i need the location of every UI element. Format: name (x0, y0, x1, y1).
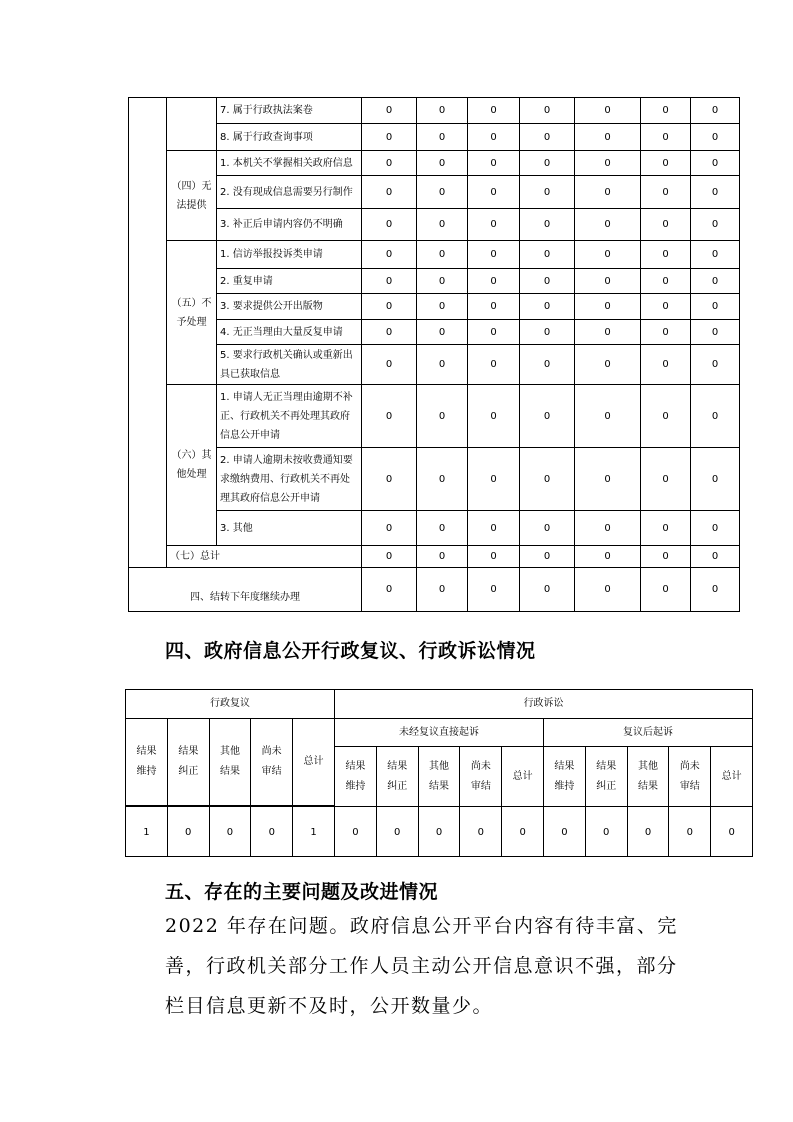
cell-value: 0 (520, 448, 575, 511)
column-header: 总计 (292, 719, 334, 806)
row-label: 8. 属于行政查询事项 (217, 124, 362, 151)
cell-value: 0 (468, 320, 520, 345)
cell-value: 0 (575, 448, 641, 511)
cell-value: 0 (691, 294, 740, 320)
cell-value: 0 (691, 151, 740, 176)
header-litigation: 行政诉讼 (335, 690, 753, 719)
cell-value: 0 (417, 151, 468, 176)
cell-value: 0 (575, 546, 641, 568)
cell-value: 0 (691, 511, 740, 546)
cell-value: 0 (575, 294, 641, 320)
cell-value: 0 (575, 151, 641, 176)
cell-value: 0 (691, 176, 740, 209)
cell-value: 0 (575, 241, 641, 269)
header-review: 行政复议 (126, 690, 335, 719)
carry-label: 四、结转下年度继续办理 (129, 568, 362, 612)
cell-value: 0 (520, 546, 575, 568)
cell-value: 0 (417, 269, 468, 294)
cell-value: 0 (417, 345, 468, 385)
cell-value: 0 (362, 241, 417, 269)
column-header: 结果 纠正 (376, 747, 418, 807)
cell-value: 0 (209, 807, 251, 857)
column-header: 其他 结果 (627, 747, 669, 807)
cell-value: 0 (691, 269, 740, 294)
cell-value: 0 (575, 269, 641, 294)
cell-value: 0 (417, 209, 468, 241)
cell-value: 0 (627, 807, 669, 857)
cell-value: 0 (641, 345, 691, 385)
cell-value: 0 (520, 176, 575, 209)
cell-value: 0 (468, 448, 520, 511)
cell-value: 0 (468, 124, 520, 151)
cell-value: 0 (417, 385, 468, 448)
cell-value: 1 (293, 807, 335, 857)
column-header: 结果 维持 (126, 719, 168, 806)
cell-value: 0 (362, 98, 417, 124)
cell-value: 0 (641, 568, 691, 612)
cell-value: 0 (167, 807, 209, 857)
cell-value: 0 (362, 320, 417, 345)
column-header: 结果 纠正 (585, 747, 627, 807)
cell-value: 0 (468, 151, 520, 176)
column-header: 结果 维持 (544, 747, 586, 807)
row-label: 2. 重复申请 (217, 269, 362, 294)
row-label: 2. 申请人逾期未按收费通知要求缴纳费用、行政机关不再处理其政府信息公开申请 (217, 448, 362, 511)
cell-value: 0 (520, 320, 575, 345)
group-label: （四）无法提供 (167, 151, 217, 241)
group-label: （五）不予处理 (167, 241, 217, 385)
header-after: 复议后起诉 (544, 719, 753, 747)
cell-value: 0 (641, 98, 691, 124)
column-header: 结果 纠正 (168, 719, 210, 806)
row-label: 1. 本机关不掌握相关政府信息 (217, 151, 362, 176)
cell-value: 0 (641, 269, 691, 294)
cell-value: 0 (520, 269, 575, 294)
cell-value: 0 (691, 385, 740, 448)
header-direct: 未经复议直接起诉 (335, 719, 544, 747)
cell-value: 0 (468, 568, 520, 612)
cell-value: 0 (362, 568, 417, 612)
cell-value: 0 (376, 807, 418, 857)
row-label: 1. 信访举报投诉类申请 (217, 241, 362, 269)
group-blank (167, 98, 217, 151)
cell-value: 0 (641, 320, 691, 345)
row-label: 3. 其他 (217, 511, 362, 546)
cell-value: 0 (362, 448, 417, 511)
cell-value: 0 (362, 546, 417, 568)
cell-value: 0 (417, 176, 468, 209)
cell-value: 0 (468, 294, 520, 320)
column-header: 总计 (711, 747, 753, 807)
section-4-title: 四、政府信息公开行政复议、行政诉讼情况 (165, 640, 536, 662)
cell-value: 0 (251, 807, 293, 857)
cell-value: 0 (362, 209, 417, 241)
cell-value: 0 (641, 124, 691, 151)
review-litigation-table (125, 689, 753, 857)
cell-value: 0 (468, 345, 520, 385)
cell-value: 0 (641, 151, 691, 176)
cell-value: 0 (575, 385, 641, 448)
row-label: 3. 补正后申请内容仍不明确 (217, 209, 362, 241)
cell-value: 0 (691, 241, 740, 269)
row-label: 3. 要求提供公开出版物 (217, 294, 362, 320)
cell-value: 0 (417, 98, 468, 124)
cell-value: 0 (468, 98, 520, 124)
cell-value: 0 (362, 151, 417, 176)
column-header: 尚未 审结 (669, 747, 711, 807)
cell-value: 0 (641, 294, 691, 320)
column-header: 其他 结果 (209, 719, 251, 806)
cell-value: 0 (575, 320, 641, 345)
cell-value: 0 (520, 345, 575, 385)
cell-value: 0 (417, 241, 468, 269)
row-label: 4. 无正当理由大量反复申请 (217, 320, 362, 345)
outer-blank (129, 98, 167, 568)
cell-value: 0 (691, 345, 740, 385)
row-label: 1. 申请人无正当理由逾期不补正、行政机关不再处理其政府信息公开申请 (217, 385, 362, 448)
cell-value: 0 (575, 124, 641, 151)
cell-value: 0 (417, 448, 468, 511)
row-label: 5. 要求行政机关确认或重新出具已获取信息 (217, 345, 362, 385)
cell-value: 0 (575, 568, 641, 612)
cell-value: 0 (520, 568, 575, 612)
cell-value: 0 (520, 151, 575, 176)
cell-value: 0 (417, 124, 468, 151)
cell-value: 0 (468, 176, 520, 209)
cell-value: 0 (417, 294, 468, 320)
cell-value: 0 (585, 807, 627, 857)
cell-value: 0 (335, 807, 377, 857)
total-label: （七）总计 (167, 546, 362, 568)
cell-value: 0 (502, 807, 544, 857)
cell-value: 0 (468, 241, 520, 269)
cell-value: 0 (520, 385, 575, 448)
cell-value: 1 (126, 807, 168, 857)
cell-value: 0 (520, 209, 575, 241)
column-header: 总计 (502, 747, 544, 807)
cell-value: 0 (641, 241, 691, 269)
cell-value: 0 (362, 294, 417, 320)
cell-value: 0 (520, 241, 575, 269)
cell-value: 0 (417, 568, 468, 612)
cell-value: 0 (711, 807, 753, 857)
cell-value: 0 (575, 98, 641, 124)
cell-value: 0 (691, 124, 740, 151)
row-label: 7. 属于行政执法案卷 (217, 98, 362, 124)
cell-value: 0 (362, 511, 417, 546)
cell-value: 0 (691, 320, 740, 345)
cell-value: 0 (691, 568, 740, 612)
cell-value: 0 (468, 385, 520, 448)
cell-value: 0 (691, 98, 740, 124)
cell-value: 0 (362, 124, 417, 151)
cell-value: 0 (362, 176, 417, 209)
cell-value: 0 (468, 209, 520, 241)
cell-value: 0 (362, 269, 417, 294)
cell-value: 0 (691, 209, 740, 241)
cell-value: 0 (641, 385, 691, 448)
row-label: 2. 没有现成信息需要另行制作 (217, 176, 362, 209)
cell-value: 0 (468, 546, 520, 568)
cell-value: 0 (641, 176, 691, 209)
cell-value: 0 (520, 98, 575, 124)
cell-value: 0 (417, 546, 468, 568)
cell-value: 0 (669, 807, 711, 857)
cell-value: 0 (575, 511, 641, 546)
cell-value: 0 (417, 511, 468, 546)
column-header: 结果 维持 (335, 747, 377, 807)
column-header: 其他 结果 (418, 747, 460, 807)
cell-value: 0 (362, 385, 417, 448)
problems-paragraph: 2022 年存在问题。政府信息公开平台内容有待丰富、完善，行政机关部分工作人员主动公开信息意识不强，部分栏目信息更新不及时，公开数量少。 (165, 915, 678, 1017)
cell-value: 0 (691, 546, 740, 568)
application-handling-table (128, 97, 740, 612)
cell-value: 0 (418, 807, 460, 857)
cell-value: 0 (641, 511, 691, 546)
cell-value: 0 (468, 269, 520, 294)
cell-value: 0 (641, 448, 691, 511)
cell-value: 0 (641, 546, 691, 568)
cell-value: 0 (520, 124, 575, 151)
section-5-title: 五、存在的主要问题及改进情况 (165, 881, 439, 903)
column-header: 尚未 审结 (460, 747, 502, 807)
cell-value: 0 (520, 511, 575, 546)
cell-value: 0 (417, 320, 468, 345)
cell-value: 0 (575, 176, 641, 209)
cell-value: 0 (641, 209, 691, 241)
group-label: （六）其他处理 (167, 385, 217, 546)
cell-value: 0 (468, 511, 520, 546)
cell-value: 0 (691, 448, 740, 511)
cell-value: 0 (460, 807, 502, 857)
cell-value: 0 (544, 807, 586, 857)
cell-value: 0 (575, 345, 641, 385)
cell-value: 0 (520, 294, 575, 320)
column-header: 尚未 审结 (251, 719, 293, 806)
cell-value: 0 (362, 345, 417, 385)
cell-value: 0 (575, 209, 641, 241)
